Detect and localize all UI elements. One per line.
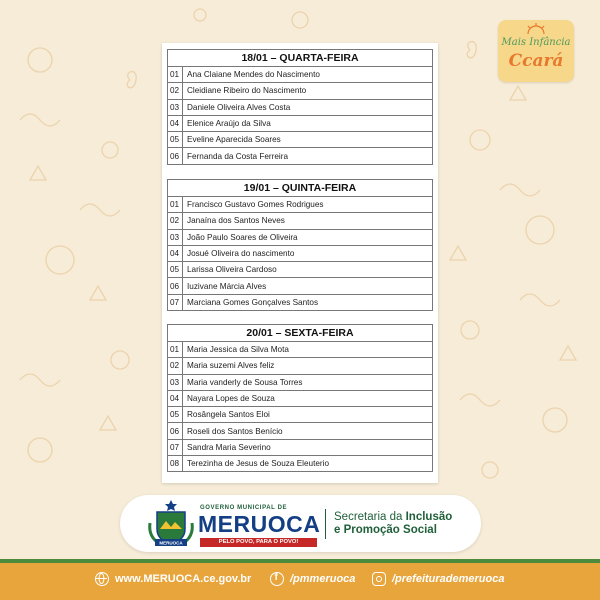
row-number: 02 <box>168 83 183 99</box>
row-number: 07 <box>168 294 183 310</box>
day-table-19-01 <box>167 179 433 311</box>
row-number: 06 <box>168 278 183 294</box>
table-row <box>168 83 433 99</box>
table-row <box>168 229 433 245</box>
table-row <box>168 407 433 423</box>
participant-name: Fernanda da Costa Ferreira <box>183 148 433 164</box>
participant-name: Maria Jessica da Silva Mota <box>183 342 433 358</box>
facebook-link[interactable] <box>270 572 355 586</box>
participant-name: João Paulo Soares de Oliveira <box>183 229 433 245</box>
participant-name: Maria suzemi Alves feliz <box>183 358 433 374</box>
row-number: 03 <box>168 229 183 245</box>
table-row <box>168 197 433 213</box>
day-heading: 20/01 – SEXTA-FEIRA <box>168 325 433 342</box>
table-row <box>168 390 433 406</box>
table-row <box>168 342 433 358</box>
table-row <box>168 67 433 83</box>
row-number: 01 <box>168 197 183 213</box>
row-number: 05 <box>168 407 183 423</box>
participant-name: Sandra Maria Severino <box>183 439 433 455</box>
row-number: 05 <box>168 262 183 278</box>
instagram-text: /prefeiturademeruoca <box>392 573 505 585</box>
row-number: 01 <box>168 67 183 83</box>
participant-name: Eveline Aparecida Soares <box>183 132 433 148</box>
row-number: 06 <box>168 423 183 439</box>
logo-divider <box>325 509 326 539</box>
motto-strip: PELO POVO, PARA O POVO! <box>200 538 317 547</box>
row-number: 03 <box>168 99 183 115</box>
meruoca-crest-icon <box>146 499 196 549</box>
website-link[interactable] <box>95 572 251 586</box>
row-number: 04 <box>168 115 183 131</box>
day-heading: 19/01 – QUINTA-FEIRA <box>168 180 433 197</box>
row-number: 08 <box>168 456 183 472</box>
participant-name: Rosângela Santos Eloi <box>183 407 433 423</box>
participant-name: Terezinha de Jesus de Souza Eleuterio <box>183 456 433 472</box>
footer-bar <box>0 563 600 600</box>
table-row <box>168 294 433 310</box>
participant-name: Larissa Oliveira Cardoso <box>183 262 433 278</box>
badge-line-2: Ccará <box>508 51 564 71</box>
crest-label: MERUOCA <box>159 540 183 546</box>
globe-icon <box>95 572 109 586</box>
participant-name: Iuzivane Márcia Alves <box>183 278 433 294</box>
facebook-icon: f <box>270 572 284 586</box>
table-row <box>168 99 433 115</box>
city-name: MERUOCA <box>198 511 321 537</box>
table-row <box>168 456 433 472</box>
website-text: www.MERUOCA.ce.gov.br <box>115 573 252 585</box>
row-number: 07 <box>168 439 183 455</box>
instagram-link[interactable] <box>372 572 504 586</box>
gov-line: GOVERNO MUNICIPAL DE <box>200 505 288 511</box>
participant-name: Josué Oliveira do nascimento <box>183 245 433 261</box>
table-row <box>168 132 433 148</box>
day-heading: 18/01 – QUARTA-FEIRA <box>168 50 433 67</box>
table-row <box>168 278 433 294</box>
participant-name: Marciana Gomes Gonçalves Santos <box>183 294 433 310</box>
row-number: 02 <box>168 213 183 229</box>
participant-name: Maria vanderly de Sousa Torres <box>183 374 433 390</box>
participant-name: Francisco Gustavo Gomes Rodrigues <box>183 197 433 213</box>
secretaria-line-2: e Promoção Social <box>334 524 437 536</box>
government-logo-banner <box>120 495 481 552</box>
participant-name: Cleidiane Ribeiro do Nascimento <box>183 83 433 99</box>
table-row <box>168 213 433 229</box>
row-number: 04 <box>168 245 183 261</box>
instagram-icon <box>372 572 386 586</box>
participant-name: Ana Claiane Mendes do Nascimento <box>183 67 433 83</box>
schedule-sheet <box>162 43 438 483</box>
participant-name: Daniele Oliveira Alves Costa <box>183 99 433 115</box>
table-row <box>168 439 433 455</box>
table-row <box>168 262 433 278</box>
participant-name: Roseli dos Santos Benício <box>183 423 433 439</box>
day-table-20-01 <box>167 324 433 472</box>
badge-line-1: Mais Infância <box>501 37 571 48</box>
participant-name: Nayara Lopes de Souza <box>183 390 433 406</box>
secretaria-name <box>334 511 452 537</box>
table-row <box>168 358 433 374</box>
day-table-18-01 <box>167 49 433 165</box>
secretaria-part-b: Inclusão <box>405 511 453 523</box>
secretaria-part-a: Secretaria da <box>334 511 406 523</box>
row-number: 05 <box>168 132 183 148</box>
table-row <box>168 148 433 164</box>
table-row <box>168 245 433 261</box>
table-row <box>168 374 433 390</box>
participant-name: Elenice Araújo da Silva <box>183 115 433 131</box>
row-number: 02 <box>168 358 183 374</box>
mais-infancia-badge <box>498 20 574 82</box>
row-number: 04 <box>168 390 183 406</box>
table-row <box>168 115 433 131</box>
row-number: 01 <box>168 342 183 358</box>
participant-name: Janaína dos Santos Neves <box>183 213 433 229</box>
row-number: 06 <box>168 148 183 164</box>
table-row <box>168 423 433 439</box>
facebook-text: /pmmeruoca <box>290 573 356 585</box>
row-number: 03 <box>168 374 183 390</box>
